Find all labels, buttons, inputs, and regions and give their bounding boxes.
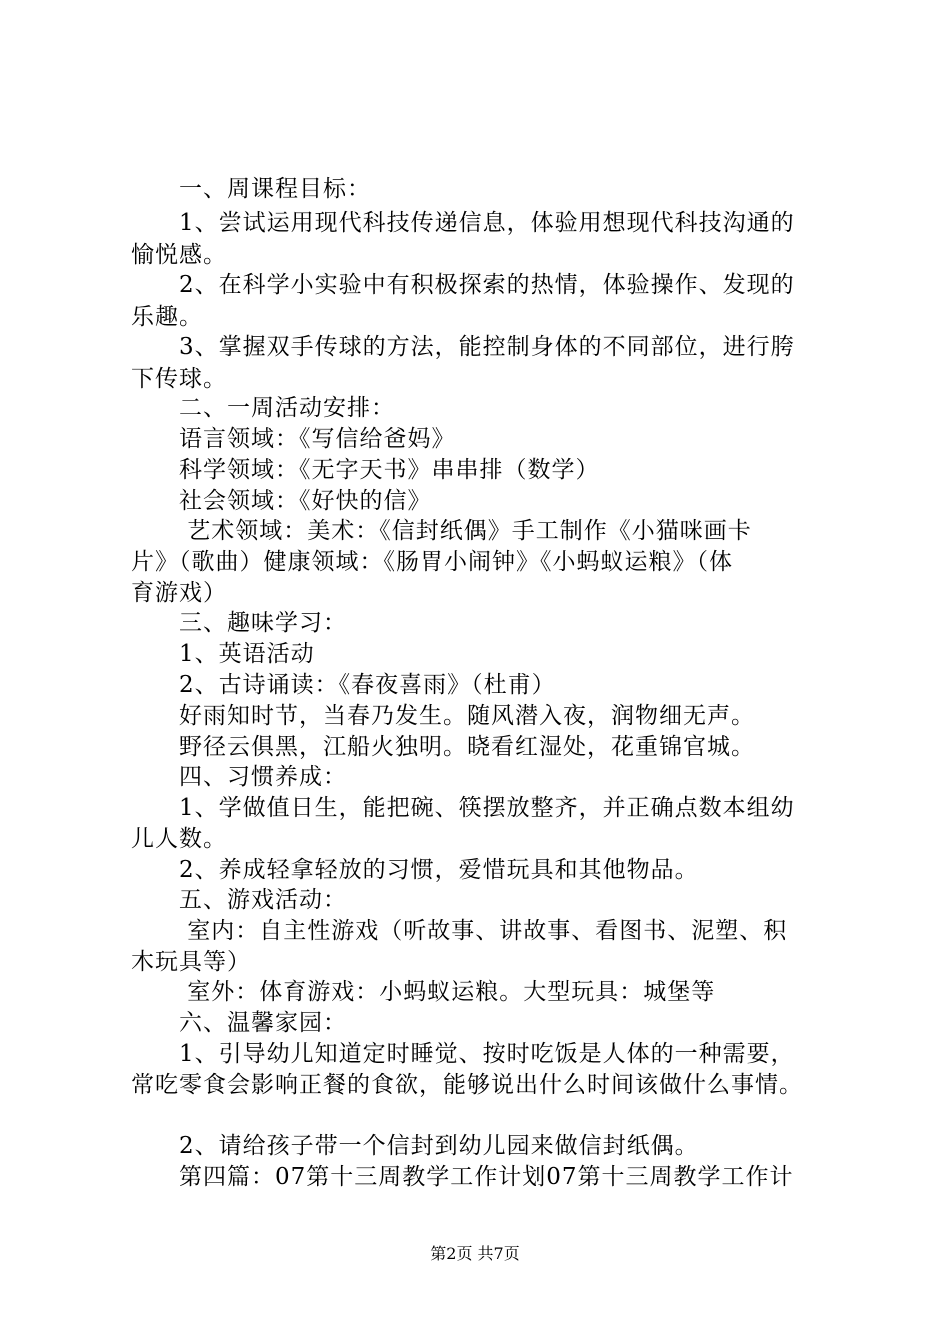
text-line: 2、请给孩子带一个信封到幼儿园来做信封纸偶。	[131, 1133, 699, 1159]
text-line: 2、在科学小实验中有积极探索的热情，体验操作、发现的	[131, 272, 795, 298]
text-line: 乐趣。	[131, 304, 203, 330]
text-line: 1、学做值日生，能把碗、筷摆放整齐，并正确点数本组幼	[131, 795, 795, 821]
text-line: 艺术领域：美术：《信封纸偶》手工制作《小猫咪画卡	[131, 518, 752, 544]
text-line: 六、温馨家园：	[131, 1010, 347, 1036]
text-line: 野径云俱黑，江船火独明。晓看红湿处，花重锦官城。	[131, 734, 755, 760]
text-line: 二、一周活动安排：	[131, 395, 395, 421]
text-line: 第四篇：07第十三周教学工作计划07第十三周教学工作计	[131, 1164, 794, 1190]
text-line: 三、趣味学习：	[131, 610, 347, 636]
text-line: 语言领域：《写信给爸妈》	[131, 426, 456, 452]
text-line: 儿人数。	[131, 826, 227, 852]
text-line: 1、引导幼儿知道定时睡觉、按时吃饭是人体的一种需要，	[131, 1041, 795, 1067]
text-line: 片》（歌曲）健康领域：《肠胃小闹钟》《小蚂蚁运粮》（体	[131, 549, 733, 575]
text-line: 愉悦感。	[131, 242, 227, 268]
text-line: 室内：自主性游戏（听故事、讲故事、看图书、泥塑、积	[131, 918, 788, 944]
text-line: 五、游戏活动：	[131, 887, 347, 913]
text-line: 好雨知时节，当春乃发生。随风潜入夜，润物细无声。	[131, 703, 755, 729]
text-line: 一、周课程目标：	[131, 176, 371, 202]
text-line: 1、尝试运用现代科技传递信息，体验用想现代科技沟通的	[131, 210, 795, 236]
text-line: 室外：体育游戏：小蚂蚁运粮。大型玩具：城堡等	[131, 979, 716, 1005]
page-footer: 第2页 共7页	[430, 1244, 520, 1263]
text-line: 下传球。	[131, 366, 227, 392]
text-line: 育游戏）	[131, 580, 227, 606]
text-line: 1、英语活动	[131, 641, 315, 667]
text-line: 四、习惯养成：	[131, 764, 347, 790]
text-line: 3、掌握双手传球的方法，能控制身体的不同部位，进行胯	[131, 334, 795, 360]
text-line: 木玩具等）	[131, 949, 251, 975]
text-line: 2、养成轻拿轻放的习惯，爱惜玩具和其他物品。	[131, 857, 699, 883]
text-line: 2、古诗诵读：《春夜喜雨》（杜甫）	[131, 672, 556, 698]
text-line: 常吃零食会影响正餐的食欲，能够说出什么时间该做什么事情。	[131, 1072, 803, 1098]
text-line: 社会领域：《好快的信》	[131, 488, 432, 514]
text-line: 科学领域：《无字天书》串串排（数学）	[131, 457, 600, 483]
